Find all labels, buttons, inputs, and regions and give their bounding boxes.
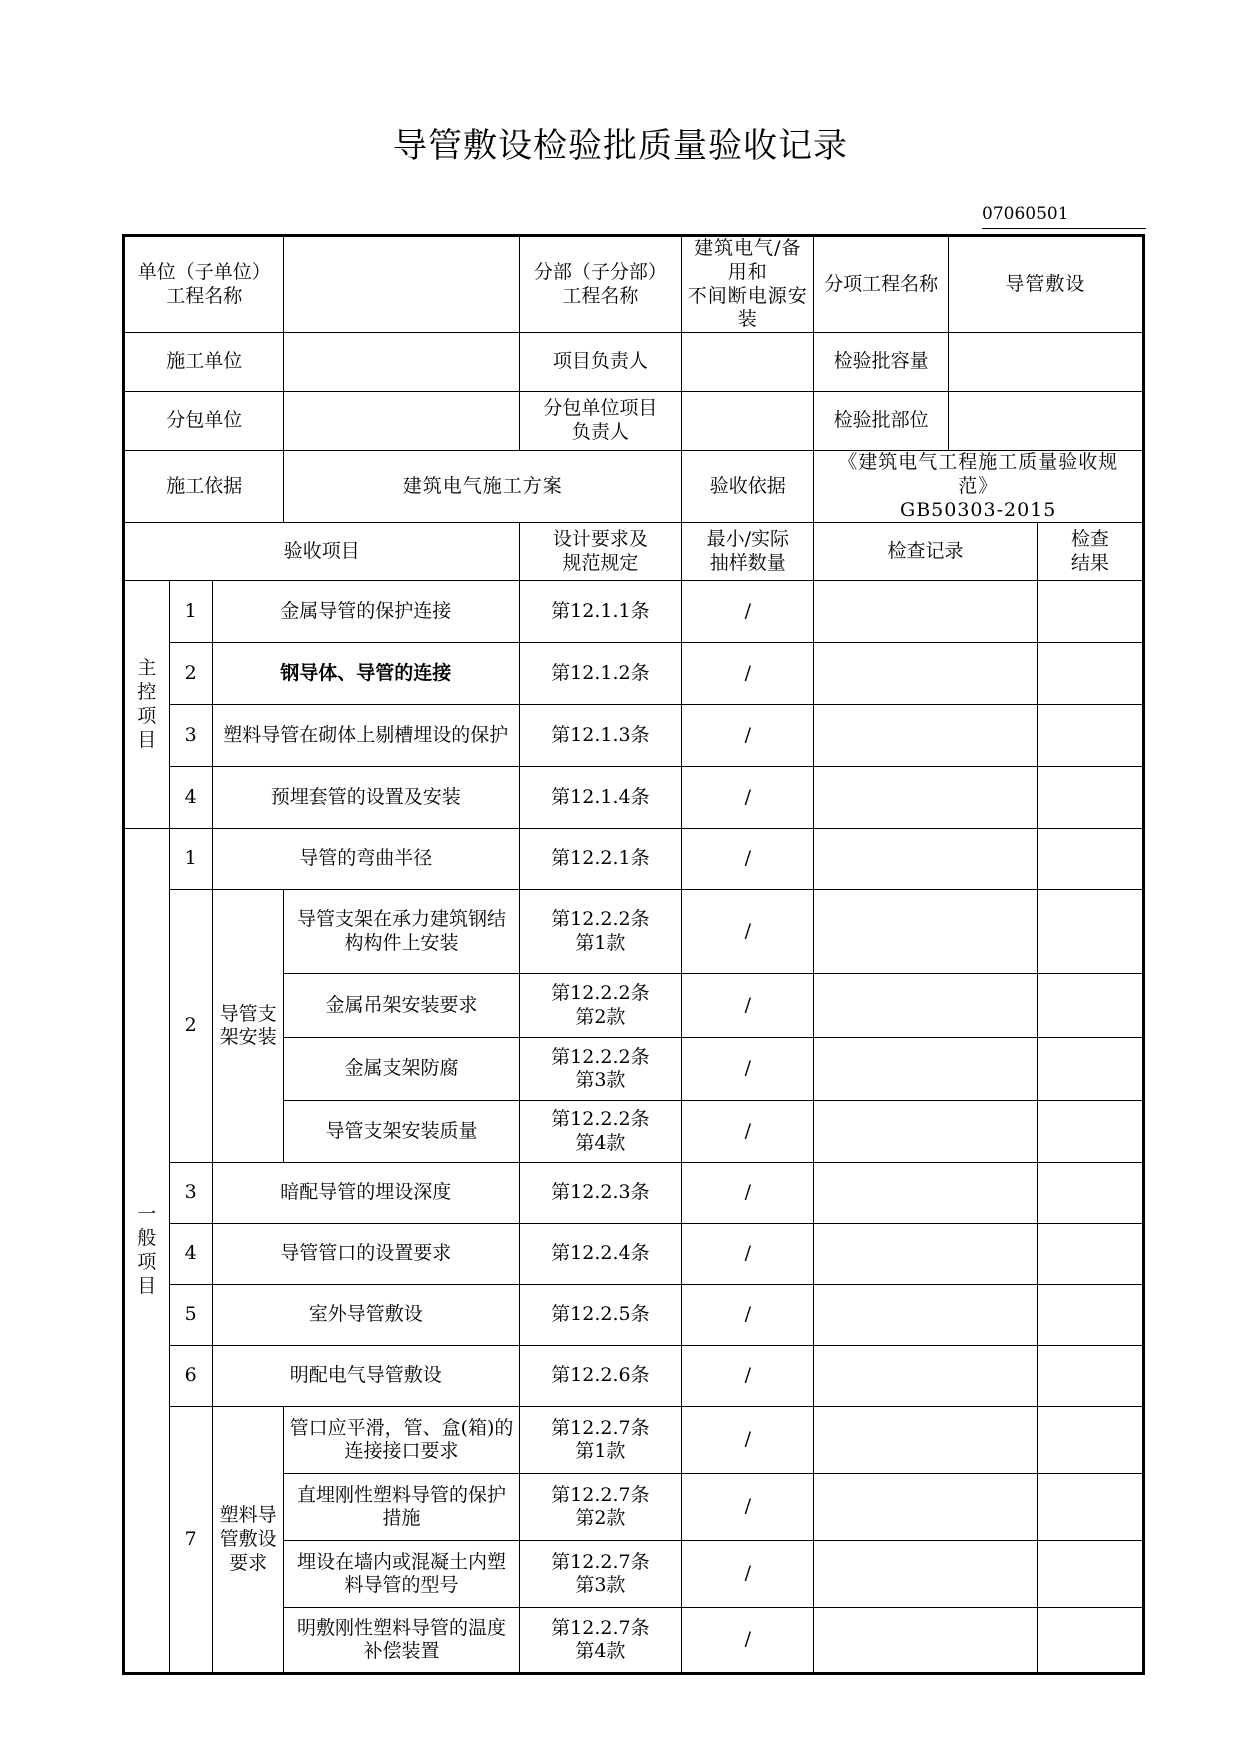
item-result[interactable] <box>1037 1407 1143 1474</box>
acceptance-basis-value[interactable]: 《建筑电气工程施工质量验收规范》 GB50303-2015 <box>814 451 1144 523</box>
basis-label: 施工依据 <box>124 451 284 523</box>
item-record[interactable] <box>814 1224 1037 1285</box>
item-no: 7 <box>169 1407 212 1674</box>
item-spec: 第12.2.2条 第1款 <box>519 890 682 974</box>
item-result[interactable] <box>1037 829 1143 890</box>
item-spec: 第12.2.1条 <box>519 829 682 890</box>
sub-item-name: 金属支架防腐 <box>284 1038 519 1101</box>
contractor-label: 施工单位 <box>124 333 284 392</box>
item-sample[interactable]: / <box>682 890 814 974</box>
col-result-header: 检查 结果 <box>1037 523 1143 581</box>
general-group-label: 一 般 项 目 <box>124 829 170 1674</box>
form-code: 07060501 <box>982 204 1146 229</box>
item-name: 钢导体、导管的连接 <box>212 643 519 705</box>
item-result[interactable] <box>1037 974 1143 1038</box>
item-name: 塑料导 管敷设 要求 <box>212 1407 284 1674</box>
table-row <box>124 643 1144 705</box>
sub-item-name: 导管支架安装质量 <box>284 1101 519 1163</box>
item-sample[interactable]: / <box>682 1285 814 1346</box>
item-result[interactable] <box>1037 1101 1143 1163</box>
location-value[interactable] <box>948 392 1143 451</box>
table-row <box>124 1346 1144 1407</box>
inspection-record-table <box>122 234 1145 1675</box>
capacity-value[interactable] <box>948 333 1143 392</box>
item-no: 4 <box>169 1224 212 1285</box>
item-no: 2 <box>169 643 212 705</box>
item-no: 6 <box>169 1346 212 1407</box>
page-title: 导管敷设检验批质量验收记录 <box>393 126 848 166</box>
item-name: 室外导管敷设 <box>212 1285 519 1346</box>
item-sample[interactable]: / <box>682 581 814 643</box>
item-result[interactable] <box>1037 1285 1143 1346</box>
item-sample[interactable]: / <box>682 1101 814 1163</box>
item-no: 2 <box>169 890 212 1163</box>
item-result[interactable] <box>1037 1038 1143 1101</box>
sub-item-name: 金属吊架安装要求 <box>284 974 519 1038</box>
table-row <box>124 1163 1144 1224</box>
table-row <box>124 767 1144 829</box>
item-record[interactable] <box>814 1285 1037 1346</box>
item-name: 暗配导管的埋设深度 <box>212 1163 519 1224</box>
capacity-label: 检验批容量 <box>814 333 948 392</box>
item-sample[interactable]: / <box>682 1163 814 1224</box>
item-name: 金属导管的保护连接 <box>212 581 519 643</box>
item-record[interactable] <box>814 1474 1037 1541</box>
item-spec: 第12.1.1条 <box>519 581 682 643</box>
item-spec: 第12.2.3条 <box>519 1163 682 1224</box>
pm-value[interactable] <box>682 333 814 392</box>
sub-item-name: 管口应平滑，管、盒(箱)的连接接口要求 <box>284 1407 519 1474</box>
item-result[interactable] <box>1037 1163 1143 1224</box>
item-sample[interactable]: / <box>682 1541 814 1608</box>
item-sample[interactable]: / <box>682 705 814 767</box>
item-spec: 第12.2.2条 第2款 <box>519 974 682 1038</box>
item-result[interactable] <box>1037 1541 1143 1608</box>
item-sample[interactable]: / <box>682 974 814 1038</box>
item-record[interactable] <box>814 581 1037 643</box>
item-name: 导管的弯曲半径 <box>212 829 519 890</box>
item-sample[interactable]: / <box>682 1224 814 1285</box>
sub-item-name: 埋设在墙内或混凝土内塑料导管的型号 <box>284 1541 519 1608</box>
item-record[interactable] <box>814 705 1037 767</box>
item-spec: 第12.1.3条 <box>519 705 682 767</box>
item-record[interactable] <box>814 829 1037 890</box>
item-no: 4 <box>169 767 212 829</box>
item-result[interactable] <box>1037 1224 1143 1285</box>
item-record[interactable] <box>814 643 1037 705</box>
item-name: 导管支 架安装 <box>212 890 284 1163</box>
item-result[interactable] <box>1037 890 1143 974</box>
item-record[interactable] <box>814 1038 1037 1101</box>
item-sample[interactable]: / <box>682 1038 814 1101</box>
table-row <box>124 581 1144 643</box>
unit-value[interactable] <box>284 236 519 333</box>
table-row <box>124 1224 1144 1285</box>
location-label: 检验批部位 <box>814 392 948 451</box>
item-sample[interactable]: / <box>682 1346 814 1407</box>
item-result[interactable] <box>1037 1346 1143 1407</box>
basis-value[interactable]: 建筑电气施工方案 <box>284 451 682 523</box>
subitem-value[interactable]: 导管敷设 <box>948 236 1143 333</box>
item-record[interactable] <box>814 1101 1037 1163</box>
item-spec: 第12.2.6条 <box>519 1346 682 1407</box>
item-result[interactable] <box>1037 1608 1143 1674</box>
acceptance-basis-label: 验收依据 <box>682 451 814 523</box>
item-record[interactable] <box>814 1608 1037 1674</box>
table-row <box>124 890 1144 974</box>
item-name: 预埋套管的设置及安装 <box>212 767 519 829</box>
item-spec: 第12.2.7条 第3款 <box>519 1541 682 1608</box>
item-sample[interactable]: / <box>682 829 814 890</box>
table-row <box>124 1285 1144 1346</box>
item-record[interactable] <box>814 1163 1037 1224</box>
item-no: 1 <box>169 581 212 643</box>
item-result[interactable] <box>1037 581 1143 643</box>
item-sample[interactable]: / <box>682 1474 814 1541</box>
item-spec: 第12.2.7条 第2款 <box>519 1474 682 1541</box>
item-result[interactable] <box>1037 1474 1143 1541</box>
item-name: 塑料导管在砌体上剔槽埋设的保护 <box>212 705 519 767</box>
item-no: 3 <box>169 705 212 767</box>
table-row <box>124 829 1144 890</box>
item-spec: 第12.2.5条 <box>519 1285 682 1346</box>
item-result[interactable] <box>1037 767 1143 829</box>
col-sample-header: 最小/实际 抽样数量 <box>682 523 814 581</box>
sub-pm-label: 分包单位项目 负责人 <box>519 392 682 451</box>
item-name: 明配电气导管敷设 <box>212 1346 519 1407</box>
table-row <box>124 1407 1144 1474</box>
item-spec: 第12.2.2条 第4款 <box>519 1101 682 1163</box>
main-group-label: 主 控 项 目 <box>124 581 170 829</box>
col-item-header: 验收项目 <box>124 523 520 581</box>
subcontractor-value[interactable] <box>284 392 519 451</box>
col-record-header: 检查记录 <box>814 523 1037 581</box>
col-spec-header: 设计要求及 规范规定 <box>519 523 682 581</box>
item-result[interactable] <box>1037 643 1143 705</box>
division-value[interactable]: 建筑电气/备用和 不间断电源安装 <box>682 236 814 333</box>
item-sample[interactable]: / <box>682 1407 814 1474</box>
item-no: 1 <box>169 829 212 890</box>
item-record[interactable] <box>814 1346 1037 1407</box>
sub-pm-value[interactable] <box>682 392 814 451</box>
item-record[interactable] <box>814 767 1037 829</box>
item-spec: 第12.2.2条 第3款 <box>519 1038 682 1101</box>
item-name: 导管管口的设置要求 <box>212 1224 519 1285</box>
item-sample[interactable]: / <box>682 643 814 705</box>
subcontractor-label: 分包单位 <box>124 392 284 451</box>
table-row <box>124 705 1144 767</box>
subitem-label: 分项工程名称 <box>814 236 948 333</box>
item-spec: 第12.2.7条 第4款 <box>519 1608 682 1674</box>
sub-item-name: 明敷刚性塑料导管的温度补偿装置 <box>284 1608 519 1674</box>
contractor-value[interactable] <box>284 333 519 392</box>
item-result[interactable] <box>1037 705 1143 767</box>
item-spec: 第12.2.7条 第1款 <box>519 1407 682 1474</box>
item-no: 5 <box>169 1285 212 1346</box>
item-no: 3 <box>169 1163 212 1224</box>
item-spec: 第12.1.4条 <box>519 767 682 829</box>
item-spec: 第12.1.2条 <box>519 643 682 705</box>
item-sample[interactable]: / <box>682 767 814 829</box>
item-record[interactable] <box>814 890 1037 974</box>
item-record[interactable] <box>814 1407 1037 1474</box>
item-spec: 第12.2.4条 <box>519 1224 682 1285</box>
item-sample[interactable]: / <box>682 1608 814 1674</box>
sub-item-name: 直埋刚性塑料导管的保护措施 <box>284 1474 519 1541</box>
sub-item-name: 导管支架在承力建筑钢结构构件上安装 <box>284 890 519 974</box>
unit-label: 单位（子单位） 工程名称 <box>124 236 284 333</box>
item-record[interactable] <box>814 974 1037 1038</box>
pm-label: 项目负责人 <box>519 333 682 392</box>
item-record[interactable] <box>814 1541 1037 1608</box>
division-label: 分部（子分部） 工程名称 <box>519 236 682 333</box>
